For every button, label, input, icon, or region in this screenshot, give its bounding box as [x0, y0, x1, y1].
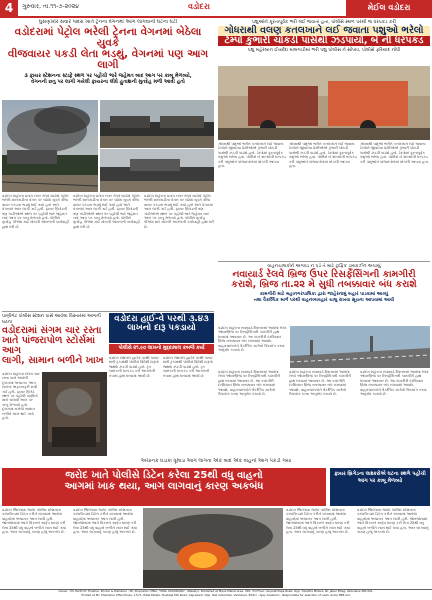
story-headline: વડોદરામાં સંગમ ચાર રસ્તા	[2, 325, 102, 336]
story-cattle	[218, 19, 430, 65]
issue-date: ગુરુવાર, તા.૧૧-૭-૨૦૨૪	[22, 3, 80, 10]
story-body-col2: ગોધરાથી પશુઓ ભરીને કતલખાને લઈ જવાતા ટેમ્પોને જીવદયા પ્રેમીઓએ કુંભારી ચોકડી પાસેથી ઝડપી પાડ્યો હતો. ટેમ્પોમાં ક્રૂરતાપૂર્વક પશુઓ ભરેલા હતા. પોલીસે બે શખ્સોની ધરપકડ કરી પશુઓને પાંજરાપોળમાં મોકલી આપ્યા હતા.	[289, 142, 357, 169]
story-body-col3: વડોદરા શહેરના નવાયાર્ડ વિસ્તારમાં આવેલા રેલવે ઓવરબ્રિજ પર રિસર્ફેસિંગની કામગીરી હાથ ધરવામાં આવનાર છે. આ કામગીરી દરમિયાન બ્રિજ તબક્કાવાર બંધ રાખવામાં આવશે. વાહનચાલકોને વૈકલ્પિક માર્ગનો ઉપયોગ કરવા અનુરોધ કરાયો છે.	[289, 370, 352, 397]
imprint-footer	[0, 589, 432, 600]
story-body: વડોદરા જિલ્લાના જરોદ પોલીસ સ્ટેશનના કમ્પાઉન્ડમાં ડિટેન કરીને રાખવામાં આવેલા વાહનોમાં અચાનક આગ લાગી હતી. જોતજોતામાં આગે વિકરાળ સ્વરૂપ ધારણ કરી લેતા 25થી વધુ વાહનો બળીને ખાખ થઈ ગયા હતા. આગ લાગવાનું કારણ હજુ અકબંધ છે.	[2, 508, 67, 535]
story-bridge	[218, 263, 430, 325]
story-headline-2: ટેમ્પો કુંભારી ચોકડી પાસેથી ઝડપાયો, બે ની ધરપકડ	[218, 36, 430, 46]
story-train-fire	[2, 19, 214, 99]
story-body-col2: વડોદરા શહેરના નવાયાર્ડ વિસ્તારમાં આવેલા રેલવે ઓવરબ્રિજ પર રિસર્ફેસિંગની કામગીરી હાથ ધરવામાં આવનાર છે. આ કામગીરી દરમિયાન બ્રિજ તબક્કાવાર બંધ રાખવામાં આવશે. વાહનચાલકોને વૈકલ્પિક માર્ગનો ઉપયોગ કરવા અનુરોધ કરાયો છે.	[218, 370, 281, 397]
story-subhead-2: તથા વૈકલ્પિક માર્ગ પરથી વાહનવ્યવહાર ચાલુ રાખવા સૂચના આપવામાં આવી	[253, 297, 395, 303]
story-liquor-banner	[109, 313, 214, 343]
story-body-col2: વડોદરા જિલ્લાના જરોદ પોલીસ સ્ટેશનના કમ્પાઉન્ડમાં ડિટેન કરીને રાખવામાં આવેલા વાહનોમાં અચાનક આગ લાગી હતી. જોતજોતામાં આગે વિકરાળ સ્વરૂપ ધારણ કરી લેતા 25થી વધુ વાહનો બળીને ખાખ થઈ ગયા હતા. આગ લાગવાનું કારણ હજુ અકબંધ છે.	[73, 508, 138, 535]
story-body: ગોધરાથી પશુઓ ભરીને કતલખાને લઈ જવાતા ટેમ્પોને જીવદયા પ્રેમીઓએ કુંભારી ચોકડી પાસેથી ઝડપી પાડ્યો હતો. ટેમ્પોમાં ક્રૂરતાપૂર્વક પશુઓ ભરેલા હતા. પોલીસે બે શખ્સોની ધરપકડ કરી પશુઓને પાંજરાપોળમાં મોકલી આપ્યા હતા.	[218, 142, 286, 169]
story-body-col4: વડોદરા જિલ્લાના જરોદ પોલીસ સ્ટેશનના કમ્પાઉન્ડમાં ડિટેન કરીને રાખવામાં આવેલા વાહનોમાં અચાનક આગ લાગી હતી. જોતજોતામાં આગે વિકરાળ સ્વરૂપ ધારણ કરી લેતા 25થી વધુ વાહનો બળીને ખાખ થઈ ગયા હતા. આગ લાગવાનું કારણ હજુ અકબંધ છે.	[357, 508, 429, 535]
story-headline-2: આગમાં ખાક થયા, આગ લાગવાનું કારણ અકબંધ	[64, 480, 264, 492]
divider	[218, 261, 430, 262]
cattle-truck-photo	[218, 66, 430, 140]
story-sangam-fire	[2, 313, 107, 371]
story-body-col2: વડોદરા શહેરના પ્રતાપ નગર રેલવે યાર્ડમાં પેટ્રોલ ભરેલી માલગાડીના વેગન પર ચઢેલા યુવકે વીજ વાયર પકડતા ભડથું થઈ ગયો હતો અને વેગનમાં આગ લાગી ગઈ હતી. ફાયર બ્રિગેડની ત્રણ ગાડીઓએ સ્થળ પર પહોંચી ભારે જહેમત બાદ આગ પર કાબૂ મેળવ્યો હતો. પોલીસે મૃતદેહ પીએમ માટે મોકલી આગળની કાર્યવાહી હાથ ધરી છે.	[73, 194, 140, 229]
sangam-fire-photo	[42, 372, 107, 456]
story-headline: નવાયાર્ડ રેલવે બ્રિજ ઉપર રિસર્ફેસિંગની કામગીરી	[232, 269, 416, 280]
story-subhead: ૩ ફાયર સ્ટેશનના સ્ટાફે સ્થળ પર પહોંચી ભારે જહેમત બાદ આગ પર કાબૂ મેળવ્યો,	[24, 73, 192, 80]
imprint-line-2: Printed at Mr. Shamsher Uffari Press, 17/71, Patel Estate, Tandalja Mill Road, Gajrawadi, Opp. Rail Industries, Vadodara. Editor : Ajay Goswami - Responsible for selection of news under PRB Act.	[81, 593, 351, 597]
story-body: વડોદરા નેશનલ હાઈવે પરથી પસાર થતી ટ્રકમાંથી પોલીસે વિદેશી દારૂનો જથ્થો ઝડપી પાડ્યો હતો. ટ્રક ચાલકની ધરપકડ કરી આગળની તપાસ હાથ ધરવામાં આવી છે.	[109, 356, 159, 378]
story-body-col3: વડોદરા જિલ્લાના જરોદ પોલીસ સ્ટેશનના કમ્પાઉન્ડમાં ડિટેન કરીને રાખવામાં આવેલા વાહનોમાં અચાનક આગ લાગી હતી. જોતજોતામાં આગે વિકરાળ સ્વરૂપ ધારણ કરી લેતા 25થી વધુ વાહનો બળીને ખાખ થઈ ગયા હતા. આગ લાગવાનું કારણ હજુ અકબંધ છે.	[286, 508, 351, 535]
story-body-col4: વડોદરા શહેરના નવાયાર્ડ વિસ્તારમાં આવેલા રેલવે ઓવરબ્રિજ પર રિસર્ફેસિંગની કામગીરી હાથ ધરવામાં આવનાર છે. આ કામગીરી દરમિયાન બ્રિજ તબક્કાવાર બંધ રાખવામાં આવશે. વાહનચાલકોને વૈકલ્પિક માર્ગનો ઉપયોગ કરવા અનુરોધ કરાયો છે.	[360, 370, 429, 397]
story-side-box	[330, 468, 430, 506]
bridge-photo	[290, 326, 430, 368]
story-body-col3: ગોધરાથી પશુઓ ભરીને કતલખાને લઈ જવાતા ટેમ્પોને જીવદયા પ્રેમીઓએ કુંભારી ચોકડી પાસેથી ઝડપી પાડ્યો હતો. ટેમ્પોમાં ક્રૂરતાપૂર્વક પશુઓ ભરેલા હતા. પોલીસે બે શખ્સોની ધરપકડ કરી પશુઓને પાંજરાપોળમાં મોકલી આપ્યા હતા.	[360, 142, 429, 164]
story-headline-2: ખાતે પાંજરાપોળ સ્ટોર્સમાં આગ	[2, 334, 96, 356]
train-fire-photo-1	[2, 100, 98, 192]
story-body-col3: વડોદરા શહેરના પ્રતાપ નગર રેલવે યાર્ડમાં પેટ્રોલ ભરેલી માલગાડીના વેગન પર ચઢેલા યુવકે વીજ વાયર પકડતા ભડથું થઈ ગયો હતો અને વેગનમાં આગ લાગી ગઈ હતી. ફાયર બ્રિગેડની ત્રણ ગાડીઓએ સ્થળ પર પહોંચી ભારે જહેમત બાદ આગ પર કાબૂ મેળવ્યો હતો. પોલીસે મૃતદેહ પીએમ માટે મોકલી આગળની કાર્યવાહી હાથ ધરી છે.	[144, 194, 214, 229]
story-body: વડોદરા શહેરના સંગમ ચાર રસ્તા પાસે આવેલી દુકાનમાં અચાનક આગ લાગતા અફરાતફરી મચી ગઈ હતી. ફાયર બ્રિગેડે સ્થળ પર પહોંચી પાણીનો મારો ચલાવી આગ પર કાબૂ મેળવ્યો હતો. દુકાનમાં રાખેલો સામાન બળીને ખાખ થઈ ગયો હતો.	[2, 372, 40, 421]
divider	[2, 311, 214, 312]
story-headline: ગોધરાથી વલણ કતલખાને લઈ જવાતા પશુઓ ભરેલો	[218, 26, 430, 36]
story-kicker: અચાનક ધડાકા ધૂમાડા આગ લાગતા એક બાદ એક વાહનો આગ પકડી ગયા	[140, 458, 292, 464]
story-jarod-banner	[2, 468, 326, 506]
story-kicker: પાણીગેટ પોલીસ સ્ટેશન પાસે આવેલા વિસ્તારમાં આગની ઘટના	[2, 314, 101, 325]
story-headline-2: લાખનો દારૂ પકડાયો	[127, 322, 196, 333]
jarod-fire-photo	[143, 508, 283, 588]
story-jarod-kicker	[2, 458, 430, 468]
story-subhead: કામગીરી માટે મહાનગરપાલિકા દ્વારા જાહેરનામું બહાર પાડવામાં આવ્યું	[259, 291, 389, 297]
section-city: વડોદરા	[188, 2, 210, 11]
story-kicker: ઘુસણખોર સવારે પાદરા ખાતે ટ્રેનના વેગનમાં આગ લાગવાની ઘટના ઘટી	[38, 19, 178, 25]
story-kicker: પશુઓને ક્રૂરતાપૂર્વક ભરી લઈ જવાતાં હતા, પોલીસે સ્થળ પરથી જ ધરપકડ કરી	[252, 20, 396, 25]
story-subhead: પોલીસે ૨૧.૯૦ લાખનો મુદ્દામાલ કબજે કર્યો	[118, 346, 205, 351]
story-subhead-2: વેગનની છતુ પર લાગી ગયેલી ફાયરના લીધે હુતાશની મુતદેહ મળી આવી હતો	[31, 79, 185, 86]
page-number: 4	[0, 0, 18, 16]
newspaper-brand: મેઈલ વડોદરા	[346, 0, 432, 16]
train-fire-photo-3	[100, 149, 214, 192]
story-body-col2: વડોદરા નેશનલ હાઈવે પરથી પસાર થતી ટ્રકમાંથી પોલીસે વિદેશી દારૂનો જથ્થો ઝડપી પાડ્યો હતો. ટ્રક ચાલકની ધરપકડ કરી આગળની તપાસ હાથ ધરવામાં આવી છે.	[163, 356, 213, 378]
story-body: વડોદરા શહેરના નવાયાર્ડ વિસ્તારમાં આવેલા રેલવે ઓવરબ્રિજ પર રિસર્ફેસિંગની કામગીરી હાથ ધરવામાં આવનાર છે. આ કામગીરી દરમિયાન બ્રિજ તબક્કાવાર બંધ રાખવામાં આવશે. વાહનચાલકોને વૈકલ્પિક માર્ગનો ઉપયોગ કરવા અનુરોધ કરાયો છે.	[218, 326, 287, 353]
story-headline-2: કરાશે, બ્રિજ તા.૨૨ મે સુધી તબક્કાવાર બંધ કરાશે	[231, 278, 417, 290]
story-headline: વડોદરા હાઈ-વે પરથી ૩.૪૩	[114, 314, 209, 324]
story-headline-3: લાગી, સામાન બળીને ખાખ	[2, 354, 104, 366]
imprint-line-1: Owner : Mr. Parth M. Thakkar, Printer & Publisher : Mr. Shamsher Uffari, "MAIL VADODARA", (Weekly), Published at Mane Mahal Area, 305, 3rd Floor, Gujarat Papa Road, Opp. Tulsidha Moters, Nr. Jaber Bhag, Vadodara-390 001.	[58, 590, 374, 593]
story-subhead: પશુ મહેરબાન ઈર્ષ્યાદા માલગાડીમાં ભરી પશુ પોલીસ ને સોંપ્યા, પોલીસે ફરિયાદ નોંધી	[247, 47, 401, 53]
story-side-text: ફાયર બ્રિગેડના લાશ્કરોએ ઘટના સ્થળે પહોંચી આગ પર કાબૂ મેળવ્યો	[334, 471, 426, 484]
train-fire-photo-2	[100, 100, 214, 148]
story-liquor-subhead	[109, 344, 214, 354]
page-header	[0, 0, 432, 18]
story-headline: વડોદરામાં પેટ્રોલ ભરેલી ટ્રેનના વેગનમાં બેઠેલા યુવકે	[14, 26, 202, 50]
story-kicker: વાહનચાલકોને અગવડ ન પડે તે માટે ટ્રાફિક ડાયવર્ઝન અપાયું	[267, 264, 381, 269]
story-headline-2: વીજવાયર પકડી લેતા ભડથું, વેગનમાં પણ આગ લાગી	[7, 48, 209, 72]
story-body: વડોદરા શહેરના પ્રતાપ નગર રેલવે યાર્ડમાં પેટ્રોલ ભરેલી માલગાડીના વેગન પર ચઢેલા યુવકે વીજ વાયર પકડતા ભડથું થઈ ગયો હતો અને વેગનમાં આગ લાગી ગઈ હતી. ફાયર બ્રિગેડની ત્રણ ગાડીઓએ સ્થળ પર પહોંચી ભારે જહેમત બાદ આગ પર કાબૂ મેળવ્યો હતો. પોલીસે મૃતદેહ પીએમ માટે મોકલી આગળની કાર્યવાહી હાથ ધરી છે.	[2, 194, 69, 229]
story-headline: જરોદ ખાતે પોલીસે ડિટેન કરેલા 25થી વધુ વાહનો	[65, 470, 263, 481]
